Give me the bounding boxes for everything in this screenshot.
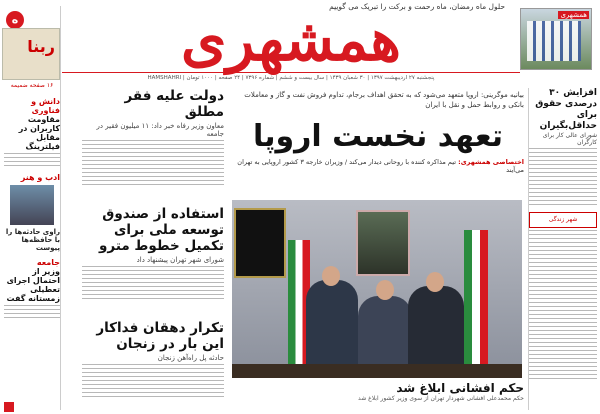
- text-lines: [82, 266, 224, 302]
- supplement-caption: ۱۶ صفحه ضمیمه: [10, 82, 54, 89]
- photo-badge: همشهری: [560, 11, 587, 19]
- story-title-tech[interactable]: مقاومت کاربران در مقابل فیلترینگ: [18, 115, 60, 151]
- right-story-title[interactable]: افزایش ۳۰ درصدی حقوق برای حداقل‌بگیران: [535, 88, 597, 131]
- story-title-society[interactable]: وزیر از احتمال اجرای تعطیلی زمستانه گفت: [6, 267, 60, 303]
- mid-story-dek: شورای شهر تهران پیشنهاد داد: [136, 256, 224, 264]
- ad-box[interactable]: شهر زندگی: [529, 212, 597, 228]
- mid-story-dek: حادثه پل راه‌آهن زنجان: [157, 354, 224, 362]
- main-photo[interactable]: [232, 200, 522, 378]
- top-right-photo[interactable]: [520, 8, 592, 70]
- supplement-title: ربنا: [27, 37, 55, 56]
- newspaper-title: همشهری: [181, 6, 401, 74]
- main-kicker: بیانیه موگرینی: اروپا متعهد می‌شود که به تحقق اهداف برجام، تداوم فروش نفت و گاز و معاملات بانکی و روابط حمل و نقل با ایران: [244, 91, 524, 109]
- section-label-tech: دانش و فناوری: [31, 97, 60, 115]
- story-caption-arts[interactable]: راوی حادثه‌ها را با حافظه‌ها پیوست: [5, 228, 60, 252]
- text-lines: [529, 230, 597, 380]
- subhead-text: تیم مذاکره کننده با روحانی دیدار می‌کند / وزیران خارجه ۳ کشور اروپایی به تهران می‌آیند: [237, 158, 524, 174]
- wall-portrait: [356, 210, 410, 276]
- right-column: [528, 88, 597, 410]
- section-label-arts: ادب و هنر: [20, 173, 60, 182]
- desk: [232, 364, 522, 378]
- main-headline[interactable]: تعهد نخست اروپا: [252, 119, 504, 154]
- flag-right: [464, 230, 488, 378]
- author-portrait: [10, 185, 54, 225]
- team-photo: [527, 21, 581, 61]
- calligraphy-frame: [234, 208, 286, 278]
- dateline: پنجشنبه ۲۷ اردیبهشت ۱۳۹۷ | ۳۰ شعبان ۱۴۳۹ | سال بیست و ششم | شماره ۷۳۹۶ | ۲۴ صفحه | ۱۰۰۰ تومان | HAMSHAHRI: [62, 72, 520, 83]
- text-lines: [4, 305, 60, 319]
- right-story-dek: شورای عالی کار برای کارگران: [542, 132, 597, 146]
- mid-story[interactable]: [82, 88, 224, 188]
- main-story: [232, 90, 524, 174]
- person-center-head: [376, 280, 394, 300]
- photo-caption: [232, 381, 524, 402]
- text-lines: [82, 140, 224, 188]
- text-lines: [82, 364, 224, 400]
- mid-story-title: تکرار دهقان فداکار این بار در زنجان: [96, 320, 224, 352]
- person-right-head: [426, 272, 444, 292]
- middle-column: [82, 88, 224, 408]
- subhead-label: اختصاصی همشهری:: [458, 158, 524, 166]
- section-label-society: جامعه: [36, 258, 60, 267]
- photo-caption-head[interactable]: حکم افشانی ابلاغ شد: [396, 381, 524, 395]
- photo-caption-text: حکم محمدعلی افشانی شهردار تهران از سوی وزیر کشور ابلاغ شد: [358, 395, 524, 402]
- mid-story[interactable]: [82, 320, 224, 400]
- text-lines: [529, 148, 597, 208]
- mid-story-dek: معاون وزیر رفاه خبر داد: ۱۱ میلیون فقیر در جامعه: [96, 122, 224, 138]
- person-left-head: [322, 266, 340, 286]
- main-subhead: [232, 158, 524, 174]
- page-marker: [4, 402, 14, 412]
- supplement-cover[interactable]: [2, 28, 60, 80]
- left-column: [4, 6, 61, 410]
- top-note: حلول ماه رمضان، ماه رحمت و برکت را تبریک می گوییم: [329, 2, 505, 11]
- mid-story-title: استفاده از صندوق توسعه ملی برای تکمیل خطوط مترو: [99, 206, 224, 254]
- mid-story-title: دولت علیه فقر مطلق: [124, 88, 224, 120]
- logo-mark: ه: [6, 11, 24, 29]
- text-lines: [4, 153, 60, 167]
- mid-story[interactable]: [82, 206, 224, 302]
